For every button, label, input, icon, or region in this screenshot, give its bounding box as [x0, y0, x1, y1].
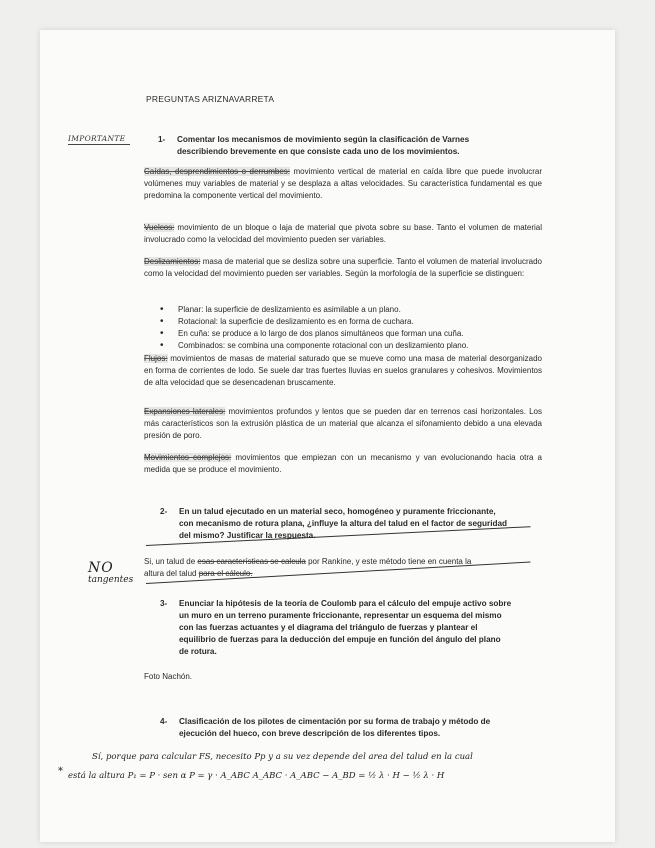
- question-4-line1: Clasificación de los pilotes de cimentación por su forma de trabajo y método de: [179, 717, 491, 726]
- question-4: [160, 716, 560, 744]
- question-2-number: 2-: [160, 507, 168, 516]
- question-4-number: 4-: [160, 717, 168, 726]
- handwritten-answer-line1: Sí, porque para calcular FS, necesito Pp y a su vez depende del area del talud en la cual: [92, 752, 473, 762]
- paragraph-expansiones: [144, 406, 542, 442]
- term-deslizamientos: Deslizamientos:: [144, 257, 201, 266]
- paragraph-caidas: [144, 166, 542, 202]
- question-1-line2: describiendo brevemente en que consiste cada uno de los movimientos.: [177, 147, 460, 156]
- question-3-line4: equilibrio de fuerzas para la deducción del empuje en función del ángulo del plano: [179, 635, 501, 644]
- answer-2-text-c: altura del talud: [144, 569, 199, 578]
- text-caidas: movimiento vertical de material en caída libre que puede involucrar volúmenes muy variables de material y se desplaza a altas velocidades. Su característica fundamental es que predomina la componente vertical del movimiento.: [144, 167, 542, 200]
- text-deslizamientos: masa de material que se desliza sobre una superficie. Tanto el volumen de material involucrado como la velocidad del movimiento pueden ser variables. Según la morfología de la superficie se distinguen:: [144, 257, 542, 278]
- handwritten-note-no-tangentes: [88, 560, 146, 585]
- paragraph-complejos: [144, 452, 542, 476]
- deslizamiento-types-list: [160, 304, 540, 352]
- term-caidas: Caídas, desprendimientos o derrumbes:: [144, 167, 290, 176]
- text-complejos: movimientos que empiezan con un mecanismo y van evolucionando hacia otra a medida que se produce el movimiento.: [144, 453, 542, 474]
- page-title: PREGUNTAS ARIZNAVARRETA: [146, 94, 275, 104]
- answer-2-strike: esas características se calcula: [197, 557, 306, 566]
- answer-2-text-b: por Rankine, y este método tiene en cuenta la: [305, 557, 472, 566]
- question-2-line2: con mecanismo de rotura plana, ¿influye la altura del talud en el factor de seguridad: [179, 519, 508, 528]
- question-2-line3: del mismo? Justificar la respuesta.: [179, 531, 316, 540]
- text-expansiones: movimientos profundos y lentos que se pueden dar en terrenos casi horizontales. Los más característicos son la extrusión plástica de un material que alcanza el sifonamiento debido a una elevada presión de poro.: [144, 407, 542, 440]
- text-vuelcos: movimiento de un bloque o laja de material que pivota sobre su base. Tanto el volumen de material involucrado como la velocidad del movimiento pueden ser variables.: [144, 223, 542, 244]
- paragraph-vuelcos: [144, 222, 542, 246]
- term-complejos: Movimientos complejos:: [144, 453, 232, 462]
- question-1-line1: Comentar los mecanismos de movimiento según la clasificación de Varnes: [177, 135, 470, 144]
- list-item: • Planar: la superficie de deslizamiento es asimilable a un plano.: [160, 304, 540, 316]
- question-2: [160, 506, 560, 546]
- question-3-line3: con las fuerzas actuantes y el diagrama del triángulo de fuerzas y plantear el: [179, 623, 478, 632]
- term-vuelcos: Vuelcos:: [144, 223, 175, 232]
- question-2-line1: En un talud ejecutado en un material seco, homogéneo y puramente friccionante,: [179, 507, 496, 516]
- question-3-number: 3-: [160, 599, 168, 608]
- handwritten-tangentes: tangentes: [88, 575, 134, 585]
- term-expansiones: Expansiones laterales:: [144, 407, 226, 416]
- question-3-line1: Enunciar la hipótesis de la teoría de Coulomb para el cálculo del empuje activo sobre: [179, 599, 512, 608]
- list-item: • En cuña: se produce a lo largo de dos planos simultáneos que forman una cuña.: [160, 328, 540, 340]
- margin-note-underline: [68, 144, 130, 145]
- paragraph-flujos: [144, 353, 542, 389]
- question-3: [160, 598, 560, 662]
- handwritten-star: *: [58, 766, 63, 777]
- answer-2-strike-2: para el cálculo.: [198, 569, 253, 578]
- question-4-line2: ejecución del hueco, con breve descripción de los diferentes tipos.: [179, 729, 441, 738]
- question-1-number: 1-: [158, 135, 166, 144]
- handwritten-no: NO: [88, 560, 114, 576]
- margin-note-text: IMPORTANTE: [68, 134, 126, 143]
- paragraph-deslizamientos: [144, 256, 542, 280]
- question-3-line2: un muro en un terreno puramente friccionante, representar un esquema del mismo: [179, 611, 502, 620]
- foto-note: Foto Nachón.: [144, 672, 193, 681]
- answer-2-text-a: Si, un talud de: [144, 557, 198, 566]
- answer-2: [144, 556, 542, 580]
- term-flujos: Flujos:: [144, 354, 168, 363]
- handwritten-answer-line2: está la altura P₁ = P · sen α P = γ · A_ABC A_ABC · A_ABC − A_BD = ½ λ · H − ½ λ · H: [68, 771, 445, 781]
- list-item: • Rotacional: la superficie de deslizamiento es en forma de cuchara.: [160, 316, 540, 328]
- margin-note-importante: [68, 134, 125, 143]
- question-3-line5: de rotura.: [179, 647, 217, 656]
- list-item: • Combinados: se combina una componente rotacional con un deslizamiento plano.: [160, 340, 540, 352]
- text-flujos: movimientos de masas de material saturado que se mueve como una masa de material desorganizado en forma de corrientes de lodo. Se suele dar tras fuertes lluvias en suelos granulares y cohesivos. Movimientos de alta velocidad que se desencadenan bruscamente.: [144, 354, 542, 387]
